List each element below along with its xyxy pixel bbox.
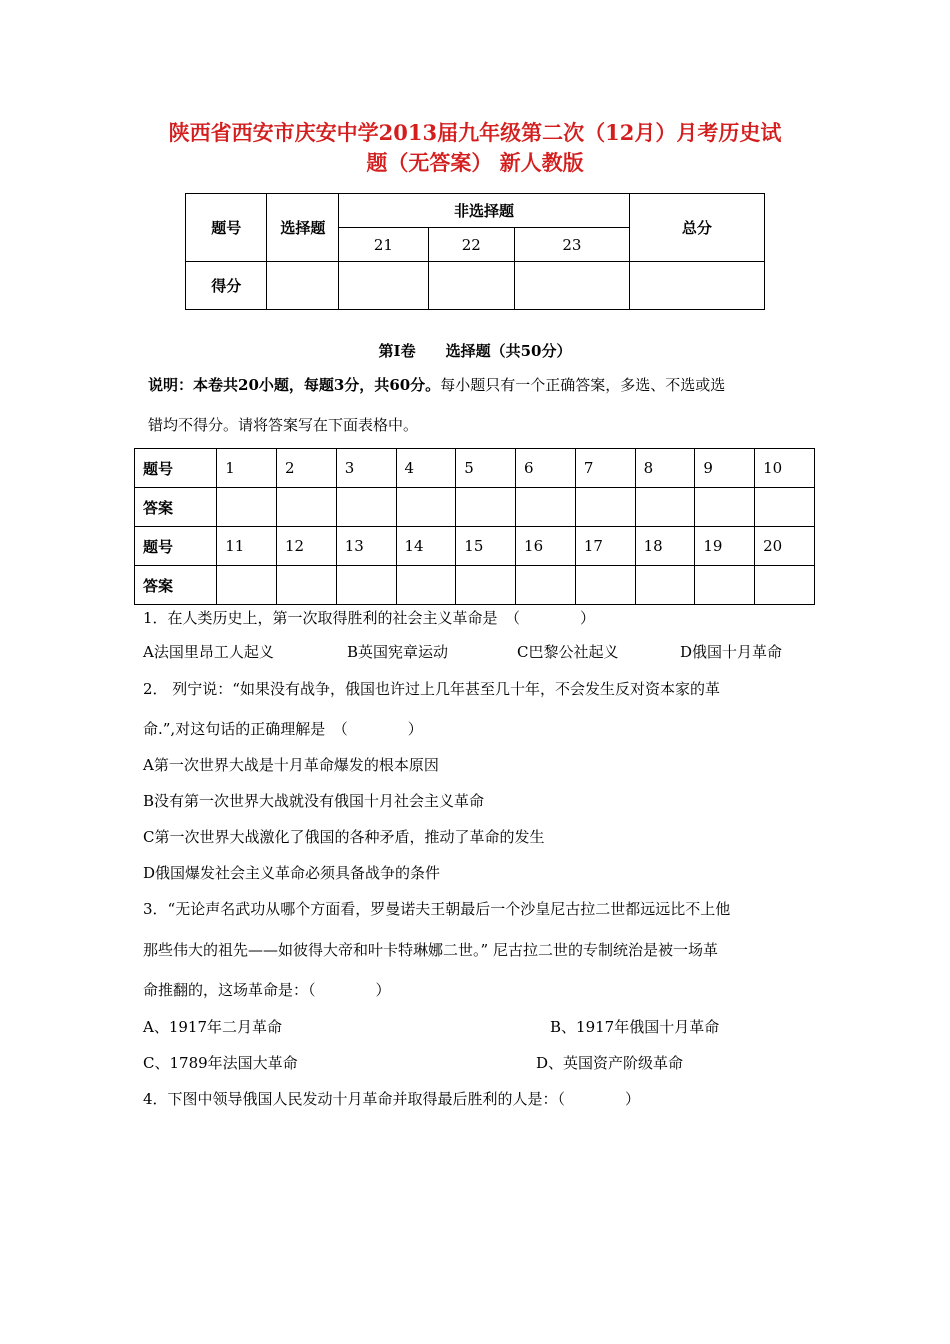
instructions-line-1 bbox=[148, 368, 828, 402]
score-cell bbox=[267, 262, 339, 310]
question-1: 1．在人类历史上，第一次取得胜利的社会主义革命是 （ ） bbox=[143, 609, 596, 627]
title-line-2: 题（无答案） 新人教版 bbox=[366, 150, 584, 175]
answer-cell bbox=[635, 488, 695, 527]
answer-cell bbox=[695, 488, 755, 527]
score-header-total: 总分 bbox=[629, 194, 764, 262]
question-1-option-a: A法国里昂工人起义 bbox=[143, 643, 274, 661]
score-table bbox=[185, 193, 765, 310]
answer-table bbox=[134, 448, 815, 605]
question-number: 15 bbox=[456, 527, 516, 566]
answer-cell bbox=[276, 566, 336, 605]
answer-cell bbox=[396, 488, 456, 527]
question-number: 5 bbox=[456, 449, 516, 488]
score-header-nonchoice: 非选择题 bbox=[339, 194, 630, 228]
answer-cell bbox=[695, 566, 755, 605]
question-number: 3 bbox=[336, 449, 396, 488]
question-2-option-c: C第一次世界大战激化了俄国的各种矛盾，推动了革命的发生 bbox=[143, 828, 545, 846]
score-row-label: 得分 bbox=[186, 262, 267, 310]
score-cell bbox=[629, 262, 764, 310]
question-3-line-1: 3．“无论声名武功从哪个方面看，罗曼诺夫王朝最后一个沙皇尼古拉二世都远远比不上他 bbox=[143, 900, 731, 918]
question-number: 6 bbox=[516, 449, 576, 488]
answer-cell bbox=[516, 488, 576, 527]
answer-cell bbox=[635, 566, 695, 605]
question-1-option-c: C巴黎公社起义 bbox=[517, 643, 619, 661]
answer-cell bbox=[456, 566, 516, 605]
score-header-23: 23 bbox=[515, 228, 630, 262]
question-3-option-b: B、1917年俄国十月革命 bbox=[550, 1018, 720, 1036]
question-2-option-d: D俄国爆发社会主义革命必须具备战争的条件 bbox=[143, 864, 441, 882]
question-number: 12 bbox=[276, 527, 336, 566]
question-number: 11 bbox=[217, 527, 277, 566]
answer-row-label: 题号 bbox=[135, 449, 217, 488]
question-2-line-2: 命.”,对这句话的正确理解是 （ ） bbox=[143, 720, 423, 738]
question-number: 7 bbox=[575, 449, 635, 488]
answer-cell bbox=[575, 488, 635, 527]
question-number: 18 bbox=[635, 527, 695, 566]
score-header-22: 22 bbox=[428, 228, 514, 262]
question-3-option-a: A、1917年二月革命 bbox=[143, 1018, 283, 1036]
question-3-option-c: C、1789年法国大革命 bbox=[143, 1054, 298, 1072]
question-number: 14 bbox=[396, 527, 456, 566]
question-2-line-1: 2． 列宁说：“如果没有战争，俄国也许过上几年甚至几十年，不会发生反对资本家的革 bbox=[143, 680, 720, 698]
answer-cell bbox=[276, 488, 336, 527]
answer-cell bbox=[575, 566, 635, 605]
question-number: 10 bbox=[755, 449, 815, 488]
answer-row-label: 题号 bbox=[135, 527, 217, 566]
answer-cell bbox=[336, 566, 396, 605]
score-cell bbox=[515, 262, 630, 310]
instructions-text: 每小题只有一个正确答案，多选、不选或选 bbox=[440, 376, 726, 394]
question-1-option-b: B英国宪章运动 bbox=[347, 643, 449, 661]
score-header-21: 21 bbox=[339, 228, 428, 262]
question-3-line-2: 那些伟大的祖先——如彼得大帝和叶卡特琳娜二世。” 尼古拉二世的专制统治是被一场革 bbox=[143, 941, 718, 959]
answer-cell bbox=[456, 488, 516, 527]
answer-cell bbox=[755, 566, 815, 605]
answer-row-label: 答案 bbox=[135, 488, 217, 527]
question-2-option-b: B没有第一次世界大战就没有俄国十月社会主义革命 bbox=[143, 792, 485, 810]
answer-cell bbox=[516, 566, 576, 605]
answer-cell bbox=[217, 566, 277, 605]
instructions-line-2: 错均不得分。请将答案写在下面表格中。 bbox=[148, 416, 419, 434]
section-title: 第Ⅰ卷 选择题（共50分） bbox=[378, 342, 572, 360]
answer-cell bbox=[336, 488, 396, 527]
score-header-tihao: 题号 bbox=[186, 194, 267, 262]
question-number: 2 bbox=[276, 449, 336, 488]
question-1-option-d: D俄国十月革命 bbox=[680, 643, 783, 661]
score-header-choice: 选择题 bbox=[267, 194, 339, 262]
answer-cell bbox=[396, 566, 456, 605]
question-number: 13 bbox=[336, 527, 396, 566]
question-4: 4．下图中领导俄国人民发动十月革命并取得最后胜利的人是：（ ） bbox=[143, 1090, 641, 1108]
question-number: 8 bbox=[635, 449, 695, 488]
question-number: 9 bbox=[695, 449, 755, 488]
score-cell bbox=[339, 262, 428, 310]
question-2-option-a: A第一次世界大战是十月革命爆发的根本原因 bbox=[143, 756, 439, 774]
answer-row-label: 答案 bbox=[135, 566, 217, 605]
answer-cell bbox=[755, 488, 815, 527]
answer-cell bbox=[217, 488, 277, 527]
question-3-line-3: 命推翻的，这场革命是：（ ） bbox=[143, 981, 391, 999]
question-3-option-d: D、英国资产阶级革命 bbox=[536, 1054, 684, 1072]
score-cell bbox=[428, 262, 514, 310]
title-line-1: 陕西省西安市庆安中学2013届九年级第二次（12月）月考历史试 bbox=[168, 120, 782, 145]
question-number: 16 bbox=[516, 527, 576, 566]
question-number: 17 bbox=[575, 527, 635, 566]
question-number: 19 bbox=[695, 527, 755, 566]
instructions-label: 说明：本卷共20小题，每题3分，共60分。 bbox=[148, 376, 441, 394]
question-number: 1 bbox=[217, 449, 277, 488]
question-number: 20 bbox=[755, 527, 815, 566]
question-number: 4 bbox=[396, 449, 456, 488]
document-title bbox=[120, 118, 830, 178]
